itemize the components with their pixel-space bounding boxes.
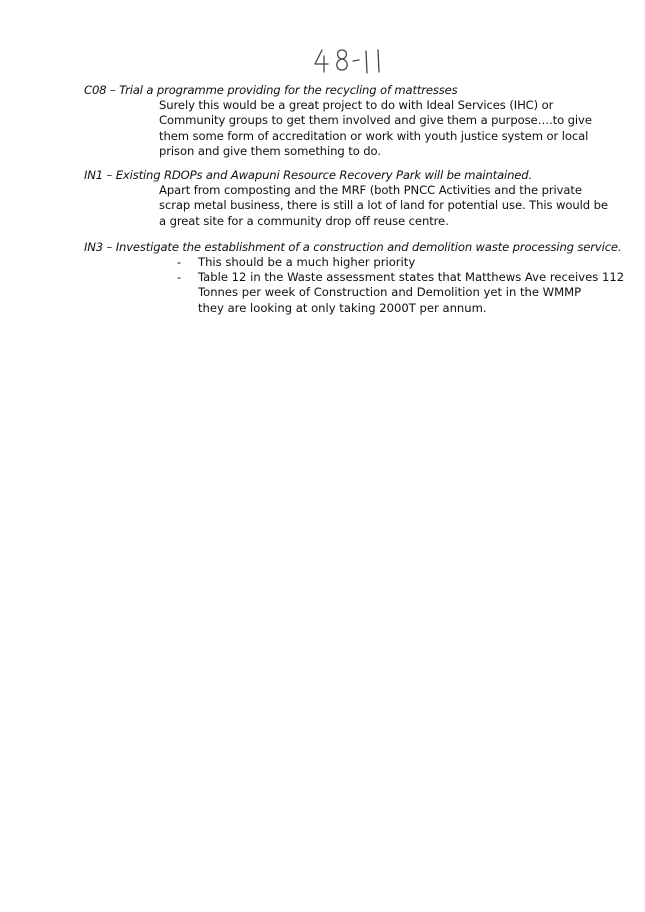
bullet-dash: - (177, 255, 182, 269)
section-heading-in1: IN1 – Existing RDOPs and Awapuni Resource Recovery Park will be maintained. (84, 168, 533, 182)
bullet-text (198, 270, 624, 316)
bullet-dash: - (177, 270, 182, 284)
section-body-c08 (159, 98, 592, 159)
handwritten-number-drawing (312, 44, 392, 78)
body-line: Apart from composting and the MRF (both PNCC Activities and the private (159, 183, 582, 197)
section-body-in1 (159, 183, 608, 229)
body-line: prison and give them something to do. (159, 143, 381, 158)
handwritten-page-number (312, 44, 392, 78)
section-heading-in3: IN3 – Investigate the establishment of a construction and demolition waste processing service. (84, 240, 622, 254)
bullet-line: Table 12 in the Waste assessment states that Matthews Ave receives 112 (198, 270, 625, 284)
bullet-line: Tonnes per week of Construction and Demolition yet in the WMMP (198, 285, 582, 300)
body-line: Community groups to get them involved and give them a purpose….to give (159, 113, 592, 128)
bullet-line: This should be a much higher priority (198, 255, 416, 269)
bullet-line: they are looking at only taking 2000T per annum. (198, 300, 487, 315)
bullet-text (198, 255, 415, 270)
body-line: a great site for a community drop off reuse centre. (159, 213, 449, 228)
body-line: Surely this would be a great project to do with Ideal Services (IHC) or (159, 98, 554, 112)
body-line: scrap metal business, there is still a lot of land for potential use. This would be (159, 198, 608, 213)
body-line: them some form of accreditation or work with youth justice system or local (159, 128, 589, 143)
section-heading-c08: C08 – Trial a programme providing for the recycling of mattresses (84, 83, 458, 97)
